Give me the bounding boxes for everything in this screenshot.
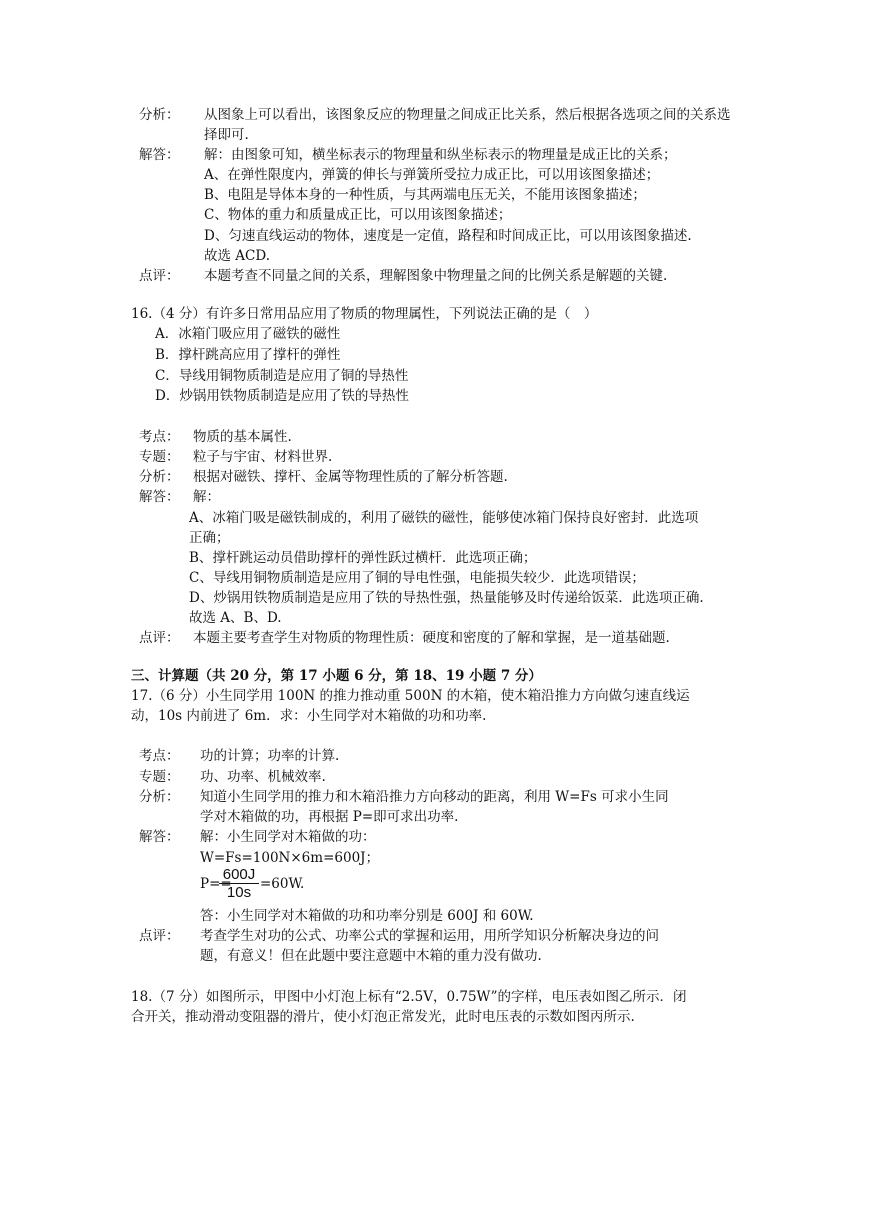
fraction-numerator: 600J	[219, 866, 259, 884]
q17-answer-label: 解答：	[139, 829, 180, 845]
q17-kaodian-label: 考点：	[139, 748, 180, 764]
q16-option-b: B．撑杆跳高应用了撑杆的弹性	[155, 347, 341, 363]
q16-answer-line-3: 正确；	[189, 530, 230, 546]
q16-kaodian-label: 考点：	[139, 429, 180, 445]
q15-analysis-line-1: 从图象上可以看出，该图象反应的物理量之间成正比关系，然后根据各选项之间的关系选	[204, 107, 731, 123]
q15-answer-line-1: 解：由图象可知，横坐标表示的物理量和纵坐标表示的物理量是成正比的关系；	[204, 147, 677, 163]
q17-stem-line-1: 17.（6 分）小生同学用 100N 的推力推动重 500N 的木箱，使木箱沿推力方向做匀速直线运	[131, 688, 690, 704]
q17-power-fraction	[219, 866, 259, 901]
q16-answer-line-2: A、冰箱门吸是磁铁制成的，利用了磁铁的磁性，能够使冰箱门保持良好密封．此选项	[189, 510, 699, 526]
q17-comment-label: 点评：	[139, 928, 180, 944]
q17-answer-line-2: W=Fs=100N×6m=600J；	[200, 850, 380, 866]
q16-answer-label: 解答：	[139, 489, 180, 505]
q16-answer-line-7: 故选 A、B、D.	[189, 610, 282, 626]
q16-answer-line-6: D、炒锅用铁物质制造是应用了铁的导热性强，热量能够及时传递给饭菜．此选项正确.	[189, 590, 704, 606]
q18-stem-line-1: 18.（7 分）如图所示，甲图中小灯泡上标有“2.5V，0.75W”的字样，电压表如图乙所示．闭	[131, 989, 687, 1005]
q17-kaodian: 功的计算；功率的计算.	[200, 748, 340, 764]
q16-comment-label: 点评：	[139, 630, 180, 646]
q17-stem-line-2: 动，10s 内前进了 6m．求：小生同学对木箱做的功和功率.	[131, 708, 487, 724]
q16-comment: 本题主要考查学生对物质的物理性质：硬度和密度的了解和掌握，是一道基础题.	[193, 630, 670, 646]
q17-answer-line-1: 解：小生同学对木箱做的功：	[200, 829, 376, 845]
q15-comment-label: 点评：	[139, 268, 180, 284]
q15-answer-line-2: A、在弹性限度内，弹簧的伸长与弹簧所受拉力成正比，可以用该图象描述；	[204, 167, 660, 183]
q17-analysis-line-2: 学对木箱做的功，再根据 P=即可求出功率.	[200, 809, 459, 825]
q16-stem: 16.（4 分）有许多日常用品应用了物质的物理属性，下列说法正确的是（ ）	[131, 306, 598, 322]
q16-zhuanti-label: 专题：	[139, 449, 180, 465]
q16-option-a: A．冰箱门吸应用了磁铁的磁性	[155, 326, 341, 342]
q15-analysis-label: 分析：	[139, 107, 180, 123]
q17-analysis-line-1: 知道小生同学用的推力和木箱沿推力方向移动的距离，利用 W=Fs 可求小生同	[200, 789, 669, 805]
q16-analysis: 根据对磁铁、撑杆、金属等物理性质的了解分析答题.	[193, 469, 508, 485]
q15-comment: 本题考查不同量之间的关系，理解图象中物理量之间的比例关系是解题的关键.	[204, 268, 668, 284]
q16-answer-line-1: 解：	[193, 489, 220, 505]
q16-option-d: D．炒锅用铁物质制造是应用了铁的导热性	[155, 388, 409, 404]
q16-answer-line-4: B、撑杆跳运动员借助撑杆的弹性跃过横杆．此选项正确；	[189, 550, 537, 566]
q16-zhuanti: 粒子与宇宙、材料世界.	[193, 449, 333, 465]
q15-answer-line-6: 故选 ACD.	[204, 248, 271, 264]
q18-stem-line-2: 合开关，推动滑动变阻器的滑片，使小灯泡正常发光，此时电压表的示数如图丙所示.	[131, 1009, 635, 1025]
q15-answer-line-3: B、电阻是导体本身的一种性质，与其两端电压无关，不能用该图象描述；	[204, 187, 646, 203]
q17-comment-line-2: 题，有意义！但在此题中要注意题中木箱的重力没有做功.	[200, 948, 542, 964]
q17-zhuanti-label: 专题：	[139, 769, 180, 785]
fraction-denominator: 10s	[226, 884, 252, 901]
section-3-title: 三、计算题（共 20 分，第 17 小题 6 分，第 18、19 小题 7 分）	[131, 668, 542, 684]
q17-power-suffix: =60W.	[260, 876, 305, 892]
q17-comment-line-1: 考查学生对功的公式、功率公式的掌握和运用，用所学知识分析解决身边的问	[200, 928, 659, 944]
q16-answer-line-5: C、导线用铜物质制造是应用了铜的导电性强，电能损失较少．此选项错误；	[189, 570, 645, 586]
q17-zhuanti: 功、功率、机械效率.	[200, 769, 326, 785]
q17-answer-line-4: 答：小生同学对木箱做的功和功率分别是 600J 和 60W.	[200, 908, 534, 924]
q15-answer-line-4: C、物体的重力和质量成正比，可以用该图象描述；	[204, 207, 512, 223]
q17-analysis-label: 分析：	[139, 789, 180, 805]
q16-option-c: C．导线用铜物质制造是应用了铜的导热性	[155, 368, 409, 384]
q15-answer-label: 解答：	[139, 147, 180, 163]
q16-analysis-label: 分析：	[139, 469, 180, 485]
q17-power-prefix: P==	[200, 876, 232, 892]
q16-kaodian: 物质的基本属性.	[193, 429, 292, 445]
q15-analysis-line-2: 择即可.	[204, 127, 249, 143]
q15-answer-line-5: D、匀速直线运动的物体，速度是一定值，路程和时间成正比，可以用该图象描述.	[204, 228, 692, 244]
